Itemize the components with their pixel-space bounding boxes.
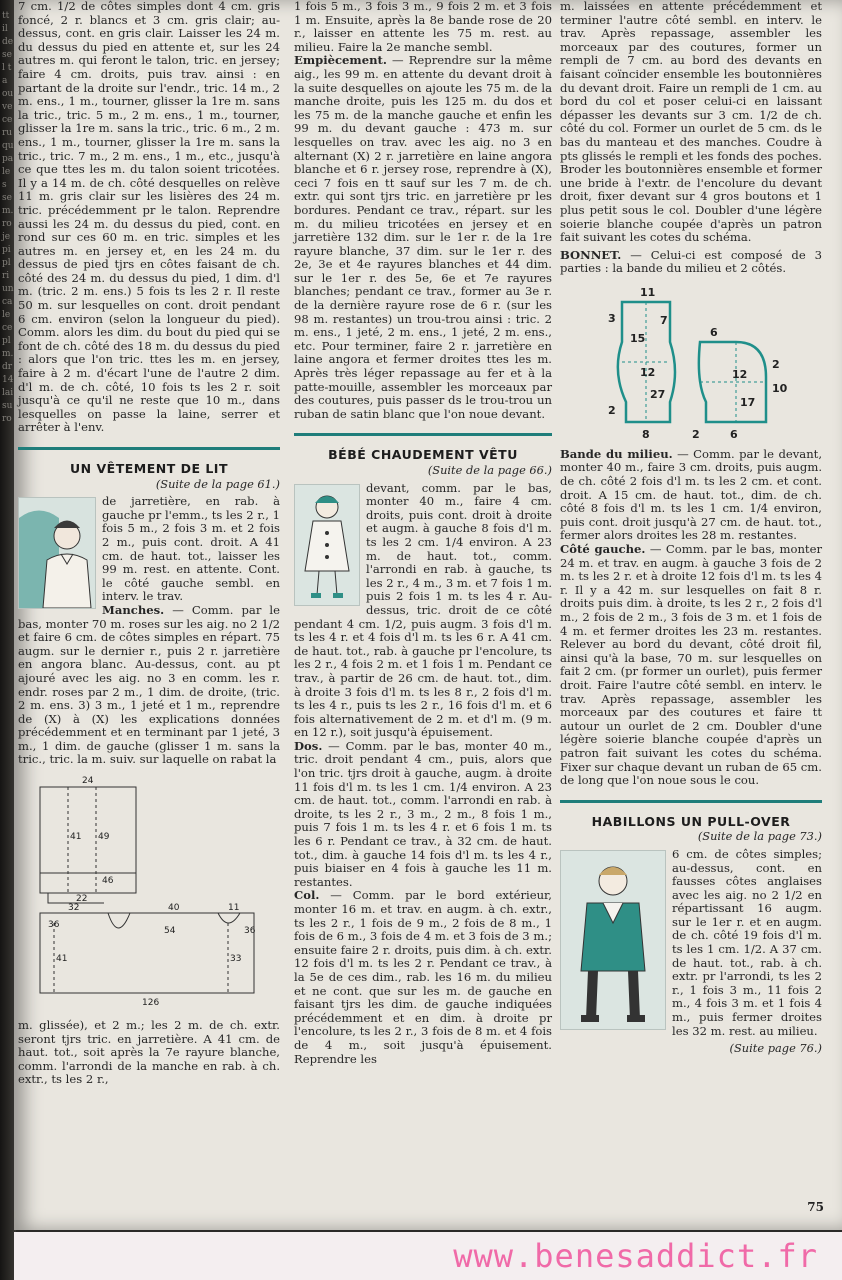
paragraph: m. laissées en attente précédemment et terminer l'autre côté sembl. en interv. le trav. Après repassage, assembler les morceaux par des coutures, former un rempli de 7 cm. au bord des devants en faisant coïncider ensemble les boutonnières du devant droit. Faire un rempli de 1 cm. au bord du col et poser celui-ci en laissant dépasser les devants sur 3 cm. 1/2 de ch. côté du col. Former un ourlet de 5 cm. ds le bas du manteau et des manches. Coudre à pts glissés le rempli et les fonds des poches. Broder les boutonnières ensemble et former une bride à l'extr. de l'encolure du devant droit, fixer devant sur 4 gros boutons et 1 plus petit sous le col. Doubler d'une légère soierie blanche coupée d'après un patron fait suivant les cotes du schéma. — [560, 0, 822, 245]
dim-label: 126 — [142, 998, 160, 1009]
section-divider — [18, 447, 280, 450]
watermark-url: www.benesaddict.fr — [14, 1232, 842, 1280]
dim-label: 40 — [168, 903, 180, 914]
dim-label: 46 — [102, 876, 114, 887]
dim-label: 6 — [710, 325, 718, 339]
dim-label: 54 — [164, 926, 176, 937]
section-heading: BÉBÉ CHAUDEMENT VÊTU — [328, 447, 518, 463]
section-heading: UN VÊTEMENT DE LIT — [70, 461, 228, 476]
continuation-note: (Suite de la page 61.) — [155, 476, 280, 491]
subheading-cote-gauche: Côté gauche. — [560, 542, 646, 557]
paragraph: — Comm. par le devant, monter 40 m., faire 3 cm. droits, puis augm. de ch. côté 2 fois d'l m. ts les 2 cm. et cont. droit. A 15 cm. de haut. tot., dim. de ch. côté 8 fois d'l m. ts les 1 cm. 1/4 environ, puis cont. droit jusqu'à 27 cm. de haut. tot., fermer alors droites les 28 m. restantes. — [560, 446, 822, 543]
subheading-manches: Manches. — [102, 602, 165, 617]
paragraph: devant, comm. par le bas, monter 40 m., faire 4 cm. droits, puis cont. droit à droite et augm. à gauche 8 fois d'l m. ts les 2 cm. 1/4 environ. A 23 m. de haut. tot., comm. l'arrondi en rab. à gauche, ts les 2 r., 4 m., 3 m. et 7 fois 1 m. puis 2 fois 1 m. ts les 4 r. Au-dessus, tric. droit de ce côté pendant 4 cm. 1/2, puis augm. 3 fois d'l m. ts les 4 r. et 4 fois d'l m. ts les 6 r. A 41 cm. de haut. tot., rab. à gauche pr l'encolure, ts les 2 r., 4 fois 2 m. et 1 fois 1 m. Pendant ce trav., à partir de 26 cm. de haut. tot., dim. à droite 3 fois d'l m. ts les 8 r., 2 fois d'l m. ts les 4 r., puis ts les 2 r., 16 fois d'l m. et 6 fois alternativement de 2 m. et d'l m. (9 m. en 12 r.), soit jusqu'à épuisement. — [294, 480, 552, 740]
column-right — [560, 0, 822, 1060]
section-divider — [560, 800, 822, 803]
dim-label: 41 — [70, 832, 82, 843]
dim-label: 2 — [772, 357, 780, 371]
dim-label: 15 — [630, 331, 646, 345]
dim-label: 3 — [608, 311, 616, 325]
dim-label: 49 — [98, 832, 110, 843]
continuation-note: (Suite de la page 73.) — [697, 829, 822, 844]
sleeve-pattern-diagram — [18, 773, 280, 1013]
dim-label: 36 — [244, 926, 256, 937]
column-middle — [294, 0, 552, 1066]
section-divider — [294, 433, 552, 436]
dim-label: 2 — [608, 403, 616, 417]
dim-label: 22 — [76, 894, 88, 905]
dim-label: 12 — [732, 367, 748, 381]
dim-label: 10 — [772, 381, 788, 395]
dim-label: 32 — [68, 903, 80, 914]
paragraph: — Comm. par le bas, monter 40 m., tric. droit pendant 4 cm., puis, alors que l'on tric. tjrs droit à gauche, augm. à droite 11 fois d'l m. ts les 1 cm. 1/4 environ. A 23 cm. de haut. tot., comm. l'arrondi en rab. à droite, ts les 2 r., 3 m., 2 m., 8 fois 1 m., puis 7 fois 1 m. ts les 4 r. et 6 fois 1 m. ts les 6 r. Pendant ce trav., à 32 cm. de haut. tot., dim. à gauche 14 fois d'l m. ts les 4 r., puis biaiser en 4 fois à gauche les 11 m. restantes. — [294, 738, 552, 889]
page-number: 75 — [807, 1200, 824, 1214]
continuation-note: (Suite page 76.) — [729, 1041, 822, 1056]
column-left — [18, 0, 280, 1087]
subheading-col: Col. — [294, 888, 320, 903]
dim-label: 12 — [640, 365, 656, 379]
subheading-bonnet: BONNET. — [560, 247, 622, 262]
adjacent-page-text: tt il de sel ta ou ve ce ru qu pa les se m. ro je pi pl ri un ca le ce pl m. dr 14 lai su ro — [2, 11, 14, 424]
dim-label: 36 — [48, 920, 60, 931]
dim-label: 7 — [660, 313, 668, 327]
paragraph: — Comm. par le bas, monter 70 m. roses sur les aig. no 2 1/2 et faire 6 cm. de côtes simples en répart. 75 augm. sur le dernier r., puis 2 r. jarretière en angora blanc. Au-dessus, cont. au pt ajouré avec les aig. no 3 en comm. les r. endr. roses par 2 m., 1 dim. de droite, (tric. 2 m. ens. 3) 3 m., 1 jeté et 1 m., reprendre de (X) à (X) les explications données précédemment et en terminant par 1 jeté, 3 m., 1 dim. de gauche (glisser 1 m. sans la tric., tric. la m. suiv. sur laquelle on rabat la — [18, 602, 280, 767]
dim-label: 6 — [730, 427, 738, 441]
paragraph: de jarretière, en rab. à gauche pr l'emm., ts les 2 r., 1 fois 5 m., 2 fois 3 m. et 2 fois 2 m., puis cont. droit. A 41 cm. de haut. tot., laisser les 99 m. rest. en attente. Cont. le côté gauche sembl. en interv. le trav. — [102, 494, 281, 604]
dim-label: 11 — [228, 903, 240, 914]
section-heading: HABILLONS UN PULL-OVER — [591, 813, 791, 829]
dim-label: 24 — [82, 776, 94, 787]
dim-label: 8 — [642, 427, 650, 441]
dim-label: 11 — [640, 285, 656, 299]
dim-label: 2 — [692, 427, 700, 441]
paragraph: — Comm. par le bas, monter 24 m. et trav. en augm. à gauche 3 fois de 2 m. ts les 2 r. et à droite 12 fois d'l m. ts les 4 r. Il y a 42 m. sur lesquelles on fait 8 r. droits puis dim. à droite, ts les 2 r., 2 fois d'l m., 2 fois de 2 m., 3 fois de 3 m. et 1 fois de 4 m. et fermer droites les 23 m. restantes. Relever au bord du devant, côté droit fil, ainsi qu'à la base, 70 m. sur lesquelles on fait 2 cm. (pr former un ourlet), puis fermer droit. Faire l'autre côté sembl. en interv. le trav. Après repassage, assembler les morceaux par des coutures et faire tt autour un ourlet de 2 cm. Doubler d'une légère soierie blanche coupée d'après un patron fait suivant les cotes du schéma. Fixer sur chaque devant un ruban de 65 cm. de long que l'on noue sous le cou. — [560, 542, 822, 788]
paragraph: — Celui-ci est composé de 3 parties : la bande du milieu et 2 côtés. — [560, 247, 822, 276]
dim-label: 41 — [56, 954, 68, 965]
paragraph: 1 fois 5 m., 3 fois 3 m., 9 fois 2 m. et 3 fois 1 m. Ensuite, après la 8e bande rose de 20 r., laisser en attente les 75 m. rest. au milieu. Faire la 2e manche sembl. — [294, 0, 552, 54]
subheading-dos: Dos. — [294, 738, 323, 753]
dim-label: 17 — [740, 395, 756, 409]
subheading-bande: Bande du milieu. — [560, 446, 673, 461]
magazine-page — [14, 0, 842, 1230]
illustration-boy-pullover — [560, 850, 666, 1030]
dim-label: 27 — [650, 387, 666, 401]
paragraph: m. glissée), et 2 m.; les 2 m. de ch. extr. seront tjrs tric. en jarretière. A 41 cm. de haut. tot., soit après la 7e rayure blanche, comm. l'arrondi de la manche en rab. à ch. extr., ts les 2 r., — [18, 1018, 280, 1087]
subheading-empiecement: Empiècement. — [294, 53, 387, 68]
illustration-child-coat — [294, 484, 360, 606]
paragraph: 7 cm. 1/2 de côtes simples dont 4 cm. gris foncé, 2 r. blancs et 3 cm. gris clair; au-dessus, cont. en gris clair. Laisser les 24 m. du dessus du pied en attente et, sur les 24 autres m. qui feront le talon, tric. en jersey; faire 4 cm. droits, puis trav. ainsi : en partant de la droite sur l'endr., tric. 14 m., 2 m. ens., 1 m., tourner, glisser la 1re m. sans la tric., tric. 5 m., 2 m. ens., 1 m., tourner, glisser la 1re m. sans la tric., tric. 6 m., 2 m. ens., 1 m., tourner, glisser la 1re m. sans la tric., tric. 7 m., 2 m. ens., 1 m., etc., jusqu'à ce que ttes les m. du talon soient tricotées. Il y a 14 m. de ch. côté desquelles on relève 11 m. gris clair sur les lisières des 24 m. tric. précédemment pr le talon. Reprendre aussi les 24 m. du dessus du pied, cont. en rond sur ces 60 m. en tric. simples et les autres m. en jersey et, en les 24 m. du dessus de pied tjrs en côtes faisant de ch. côté des 24 m. du dessus du pied, 1 dim. d'l m. (tric. 2 m. ens.) 5 fois ts les 2 r. Il reste 50 m. sur lesquelles on cont. droit pendant 6 cm. environ (selon la longueur du pied). Comm. alors les dim. du bout du pied qui se font de ch. côté des 18 m. du dessus du pied : alors que l'on tric. ttes les m. en jersey, faire à 2 m. d'écart l'une de l'autre 2 dim. d'l m. de ch. côté, 10 fois ts les 2 r. soit jusqu'à ce qu'il ne reste que 10 m., dans lesquelles on passe la laine, serrer et arrêter à l'env. — [18, 0, 280, 435]
illustration-woman-bedjacket — [18, 497, 96, 609]
bonnet-pattern-diagram — [560, 282, 822, 442]
paragraph: 6 cm. de côtes simples; au-dessus, cont. en fausses côtes anglaises avec les aig. no 2 1/2 en répartissant 16 augm. sur le 1er r. et en augm. de ch. côté 19 fois d'l m. ts les 1 cm. 1/2. A 37 cm. de haut. tot., rab. à ch. extr. pr l'arrondi, ts les 2 r., 1 fois 3 m., 11 fois 2 m., 4 fois 3 m. et 1 fois 4 m., puis fermer droites les 32 m. rest. au milieu. — [672, 846, 822, 1038]
paragraph: — Comm. par le bord extérieur, monter 16 m. et trav. en augm. à ch. extr., ts les 2 r., 1 fois de 9 m., 2 fois de 8 m., 1 fois de 6 m., 3 fois de 4 m. et 3 fois de 3 m.; ensuite faire 2 r. droits, puis dim. à ch. extr. 12 fois d'l m. ts les 2 r. Pendant ce trav., à la 5e de ces dim., rab. les 16 m. du milieu et ne cont. que sur les m. de gauche en faisant tjrs les dim. de gauche indiquées précédemment et en dim. à droite pr l'encolure, ts les 2 r., 3 fois de 8 m. et 4 fois de 4 m., soit jusqu'à épuisement. Reprendre les — [294, 888, 552, 1066]
continuation-note: (Suite de la page 66.) — [427, 463, 552, 477]
dim-label: 33 — [230, 954, 242, 965]
paragraph: — Reprendre sur la même aig., les 99 m. en attente du devant droit à la suite desquelles on ajoute les 75 m. de la manche droite, puis les 125 m. du dos et les 75 m. de la manche gauche et enfin les 99 m. du devant gauche : 473 m. sur lesquelles on trav. avec les aig. no 3 en alternant (X) 2 r. jarretière en laine angora blanche et 6 r. jersey rose, reprendre à (X), ceci 7 fois en tt sauf sur les 7 m. de ch. extr. qui sont tjrs tric. en jarretière pr les bordures. Pendant ce trav., répart. sur les m. du milieu tricotées en jersey et en jarretière 132 dim. sur le 1er r. de la 1re rayure blanche, 37 dim. sur le 1er r. des 2e, 3e et 4e rayures blanches et 44 dim. sur le 1er r. des 5e, 6e et 7e rayures blanches; pendant ce trav., former au 3e r. de la dernière rayure rose de 6 r. (sur les 98 m. restantes) un trou-trou ainsi : tric. 2 m. ens., 1 jeté, 2 m. ens., 1 jeté, 2 m. ens., etc. Pour terminer, faire 2 r. jarretière en laine angora et fermer droites ttes les m. Après très léger repassage au fer et à la patte-mouille, assembler les morceaux par des coutures, puis passer ds le trou-trou un ruban de satin blanc que l'on noue devant. — [294, 53, 552, 421]
